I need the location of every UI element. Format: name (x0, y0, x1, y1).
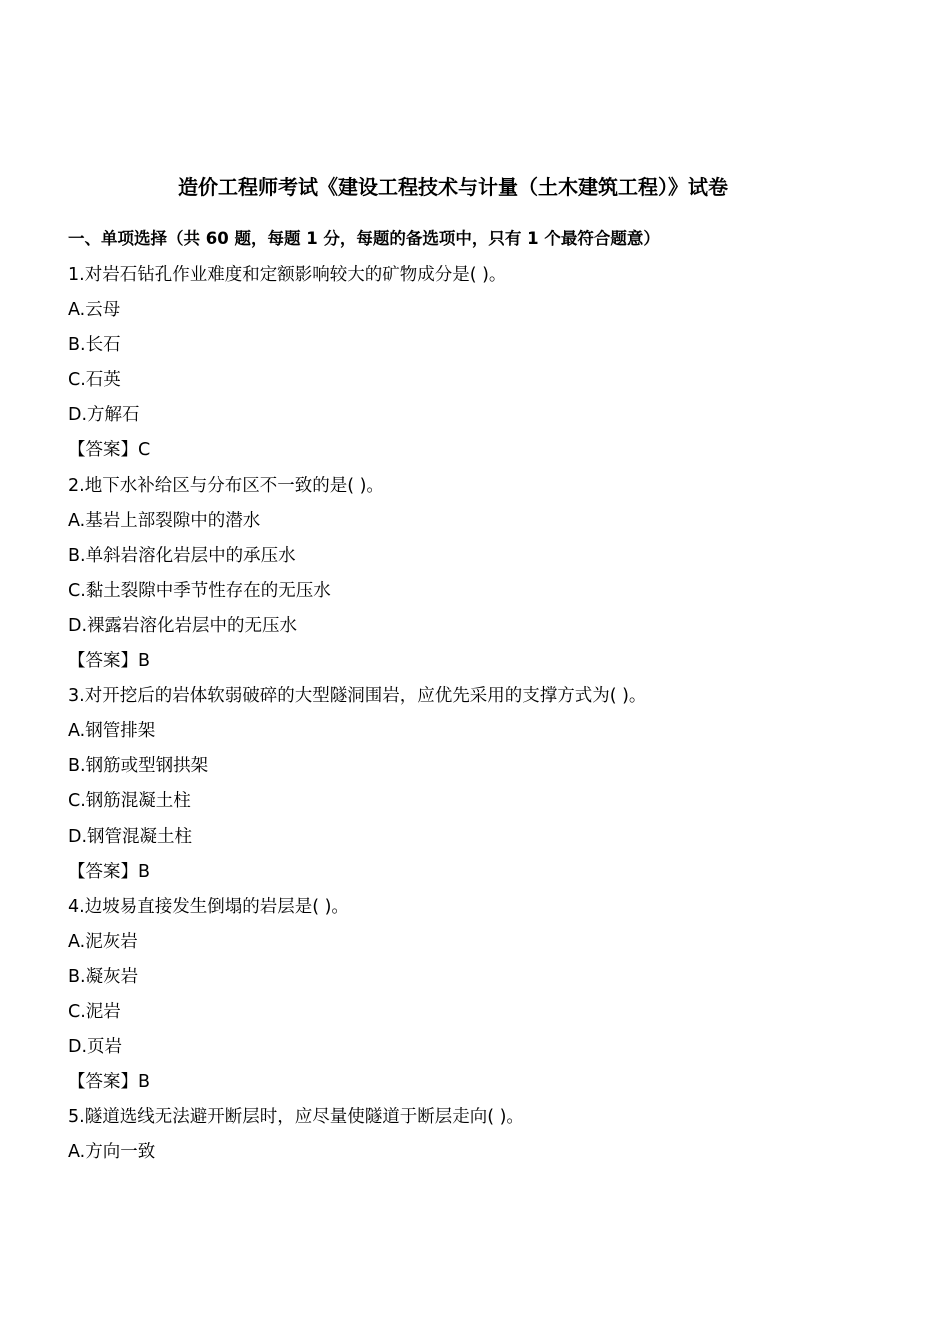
answer: 【答案】B (68, 861, 151, 882)
question-stem: 3.对开挖后的岩体软弱破碎的大型隧洞围岩，应优先采用的支撑方式为( )。 (68, 686, 647, 707)
option-a: A.钢管排架 (68, 721, 156, 742)
option-c: C.钢筋混凝土柱 (68, 791, 191, 812)
option-b: B.凝灰岩 (68, 966, 139, 987)
option-d: D.裸露岩溶化岩层中的无压水 (68, 615, 298, 636)
option-d: D.方解石 (68, 405, 140, 426)
question-stem: 4.边坡易直接发生倒塌的岩层是( )。 (68, 896, 349, 917)
option-c: C.石英 (68, 370, 121, 391)
answer: 【答案】C (68, 440, 151, 461)
document-title: 造价工程师考试《建设工程技术与计量（土木建筑工程）》试卷 (178, 175, 728, 199)
option-a: A.泥灰岩 (68, 931, 138, 952)
answer: 【答案】B (68, 651, 151, 672)
option-c: C.黏土裂隙中季节性存在的无压水 (68, 580, 331, 601)
option-d: D.钢管混凝土柱 (68, 826, 193, 847)
option-b: B.长石 (68, 335, 121, 356)
question-stem: 2.地下水补给区与分布区不一致的是( )。 (68, 475, 384, 496)
option-a: A.基岩上部裂隙中的潜水 (68, 510, 261, 531)
option-a: A.云母 (68, 300, 121, 321)
question-stem: 5.隧道选线无法避开断层时，应尽量使隧道于断层走向( )。 (68, 1107, 524, 1128)
option-a: A.方向一致 (68, 1142, 156, 1163)
section-heading: 一、单项选择（共 60 题，每题 1 分，每题的备选项中，只有 1 个最符合题意） (68, 229, 660, 248)
option-c: C.泥岩 (68, 1001, 121, 1022)
question-stem: 1.对岩石钻孔作业难度和定额影响较大的矿物成分是( )。 (68, 265, 507, 285)
answer: 【答案】B (68, 1072, 151, 1093)
option-b: B.单斜岩溶化岩层中的承压水 (68, 545, 296, 566)
question-list (68, 258, 908, 1170)
option-b: B.钢筋或型钢拱架 (68, 756, 209, 777)
option-d: D.页岩 (68, 1037, 123, 1058)
